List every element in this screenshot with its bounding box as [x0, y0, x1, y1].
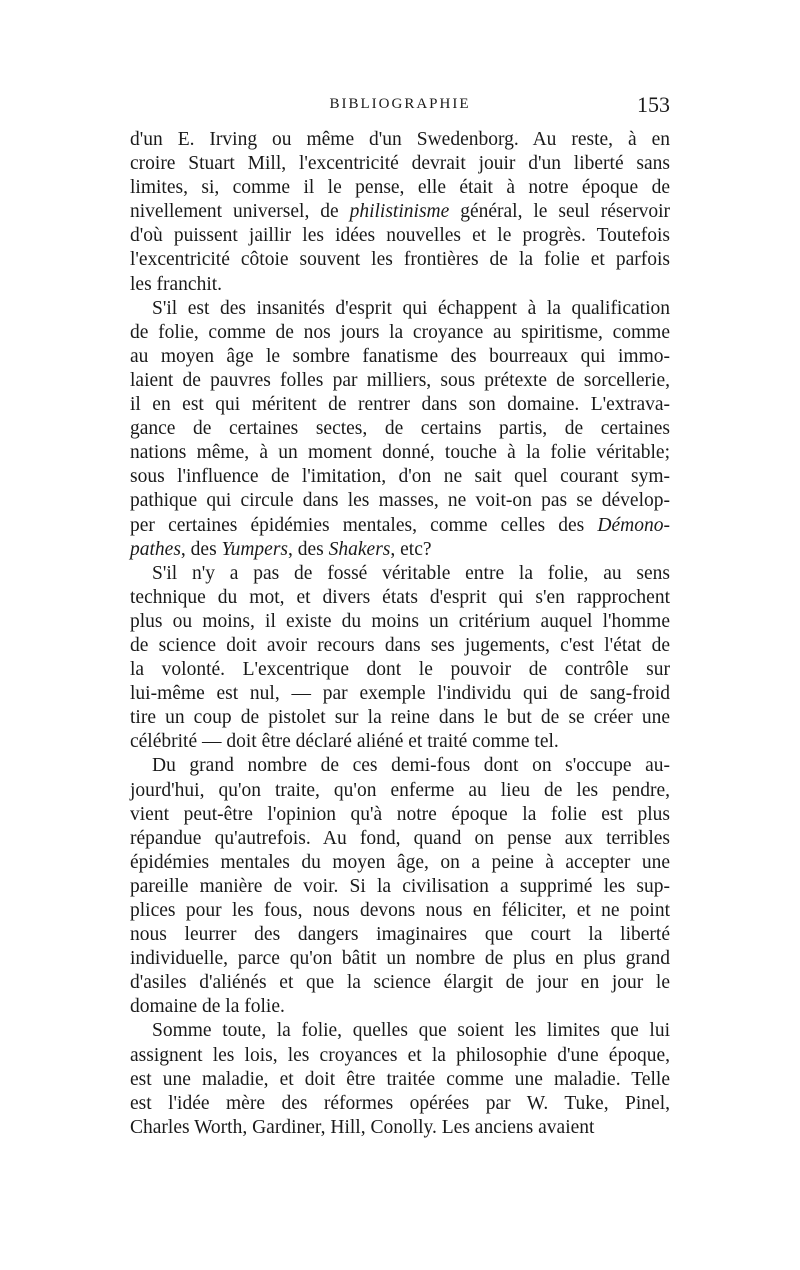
text-line: les franchit. [130, 273, 223, 295]
text-line: de folie, comme de nos jours la croyance au spiritisme, comme [130, 321, 670, 343]
text-line: laient de pauvres folles par milliers, sous prétexte de sorcellerie, [130, 369, 670, 391]
text-line: au moyen âge le sombre fanatisme des bourreaux qui immo- [130, 345, 670, 367]
text-line: technique du mot, et divers états d'esprit qui s'en rapprochent [130, 586, 670, 608]
text-line: pareille manière de voir. Si la civilisation a supprimé les sup- [130, 875, 670, 897]
text-line: Charles Worth, Gardiner, Hill, Conolly. Les anciens avaient [130, 1116, 595, 1138]
text-line: est une maladie, et doit être traitée comme une maladie. Telle [130, 1068, 670, 1090]
text-line: S'il est des insanités d'esprit qui échappent à la qualification [152, 297, 670, 319]
text-line: S'il n'y a pas de fossé véritable entre la folie, au sens [152, 562, 670, 584]
text-line: vient peut-être l'opinion qu'à notre époque la folie est plus [130, 803, 670, 825]
text-line: plices pour les fous, nous devons nous en féliciter, et ne point [130, 900, 670, 921]
text-line: répandue qu'autrefois. Au fond, quand on pense aux terribles [130, 827, 670, 849]
text-line: nations même, à un moment donné, touche à la folie véritable; [130, 442, 670, 464]
text-line: est l'idée mère des réformes opérées par W. Tuke, Pinel, [130, 1092, 670, 1114]
text-line: pathique qui circule dans les masses, ne voit-on pas se dévelop- [130, 490, 670, 512]
text-line: gance de certaines sectes, de certains partis, de certaines [130, 418, 670, 440]
text-line: Somme toute, la folie, quelles que soient les limites que lui [152, 1020, 670, 1042]
text-line: épidémies mentales du moyen âge, on a peine à accepter une [130, 851, 670, 873]
text-line: d'un E. Irving ou même d'un Swedenborg. Au reste, à en [130, 129, 670, 150]
running-head [130, 92, 670, 122]
text-line: individuelle, parce qu'on bâtit un nombre de plus en plus grand [130, 948, 670, 970]
text-line: per certaines épidémies mentales, comme celles des Démono- [130, 514, 670, 536]
text-line: de science doit avoir recours dans ses jugements, c'est l'état de [130, 634, 670, 656]
text-line: assignent les lois, les croyances et la philosophie d'une époque, [130, 1044, 670, 1066]
text-line: Du grand nombre de ces demi-fous dont on s'occupe au- [152, 755, 670, 777]
text-line: la volonté. L'excentrique dont le pouvoir de contrôle sur [130, 659, 670, 681]
text-line: l'excentricité côtoie souvent les frontières de la folie et parfois [130, 249, 670, 271]
text-line: d'asiles d'aliénés et que la science élargit de jour en jour le [130, 972, 670, 994]
text-line: plus ou moins, il existe du moins un critérium auquel l'homme [130, 610, 670, 632]
text-line: célébrité — doit être déclaré aliéné et traité comme tel. [130, 731, 559, 753]
text-line: nous leurrer des dangers imaginaires que court la liberté [130, 924, 670, 946]
page-number: 153 [637, 92, 670, 117]
text-line: croire Stuart Mill, l'excentricité devrait jouir d'un liberté sans [130, 153, 670, 175]
text-line: d'où puissent jaillir les idées nouvelles et le progrès. Toutefois [130, 225, 670, 247]
text-line: domaine de la folie. [130, 996, 285, 1018]
text-line: il en est qui méritent de rentrer dans son domaine. L'extrava- [130, 394, 670, 416]
text-line: tire un coup de pistolet sur la reine dans le but de se créer une [130, 707, 670, 729]
text-line: nivellement universel, de philistinisme général, le seul réservoir [130, 201, 670, 223]
running-title: BIBLIOGRAPHIE [329, 96, 471, 112]
text-line: jourd'hui, qu'on traite, qu'on enferme au lieu de les pendre, [130, 779, 670, 801]
body-text [130, 128, 670, 1140]
paragraph [130, 754, 670, 1019]
text-line: lui-même est nul, — par exemple l'individu qui de sang-froid [130, 683, 670, 705]
text-line: pathes, des Yumpers, des Shakers, etc? [130, 538, 432, 560]
text-line: sous l'influence de l'imitation, d'on ne sait quel courant sym- [130, 466, 670, 488]
paragraph [130, 297, 670, 562]
text-line: limites, si, comme il le pense, elle était à notre époque de [130, 177, 670, 199]
paragraph [130, 128, 670, 297]
paragraph [130, 562, 670, 755]
paragraph [130, 1019, 670, 1139]
